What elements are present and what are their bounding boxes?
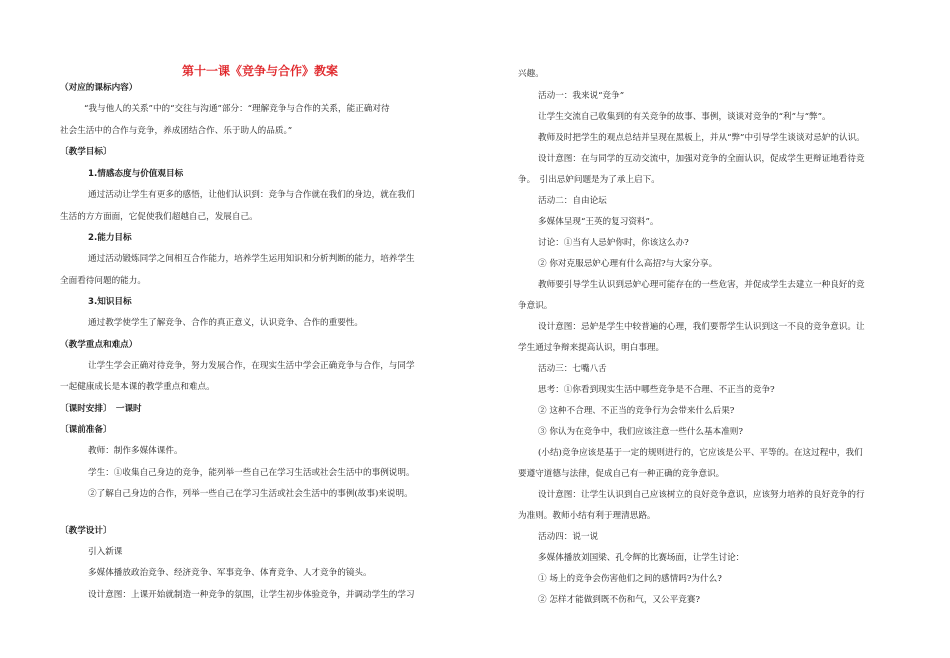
page-title: 第十一课《竞争与合作》教案 [181, 64, 338, 78]
left-line: 通过教学使学生了解竞争、合作的真正意义，认识竞争、合作的重要性。 [88, 318, 364, 328]
right-line: 讨论：①当有人忌妒你时，你该这么办? [538, 238, 689, 248]
right-line: 活动四：说一说 [538, 532, 599, 542]
left-line: 〔课前准备〕 [60, 425, 112, 435]
left-line: “我与他人的关系”中的“交往与沟通”部分：“理解竞争与合作的关系，能正确对待 [84, 104, 390, 114]
right-line: 设计意图：让学生认识到自己应该树立的良好竞争意识，应该努力培养的良好竞争的行 [538, 490, 865, 500]
right-line: 思考：①你看到现实生活中哪些竞争是不合理、不正当的竞争? [538, 385, 775, 395]
left-line: 一起健康成长是本课的教学重点和难点。 [60, 382, 215, 392]
right-line: 让学生交流自己收集到的有关竞争的故事、事例，谈谈对竞争的“利”与“弊”。 [538, 112, 831, 122]
left-line: 多媒体播放政治竞争、经济竞争、军事竞争、体育竞争、人才竞争的镜头。 [88, 568, 372, 578]
right-line: 设计意图：在与同学的互动交流中，加强对竞争的全面认识，促成学生更辩证地看待竞 [538, 154, 865, 164]
left-line: 〔教学设计〕 [60, 526, 112, 536]
left-line: 设计意图：上课开始就制造一种竞争的氛围，让学生初步体验竞争，并调动学生的学习 [88, 590, 415, 600]
left-line: 社会生活中的合作与竞争，养成团结合作、乐于助人的品质。” [60, 126, 293, 136]
right-line: 争。 引出忌妒问题是为了承上启下。 [518, 175, 660, 185]
right-line: 活动一：我来说“竞争” [538, 91, 625, 101]
left-line: （对应的课标内容） [60, 83, 138, 93]
left-line: 〔课时安排〕 一课时 [60, 404, 142, 414]
left-line: 学生：①收集自己身边的竞争，能列举一些自己在学习生活或社会生活中的事例说明。 [88, 468, 415, 478]
right-line: 教师要引导学生认识到忌妒心理可能存在的一些危害，并促成学生去建立一种良好的竞 [538, 280, 865, 290]
left-line: 全面看待问题的能力。 [60, 276, 146, 286]
right-line: 教师及时把学生的观点总结并呈现在黑板上，并从“弊”中引导学生谈谈对忌妒的认识。 [538, 133, 865, 143]
right-line: ② 怎样才能做到既不伤和气，又公平竞赛? [538, 595, 701, 605]
right-line: 活动三：七嘴八舌 [538, 364, 607, 374]
right-line: 争意识。 [518, 301, 553, 311]
left-line: 教师：制作多媒体课件。 [88, 446, 183, 456]
left-line: 2.能力目标 [88, 233, 132, 243]
right-line: ③ 你认为在竞争中，我们应该注意一些什么基本准则? [538, 427, 743, 437]
right-line: 设计意图：忌妒是学生中较普遍的心理，我们要帮学生认识到这一不良的竞争意识。让 [538, 322, 865, 332]
left-line: 〔教学目标〕 [60, 147, 112, 157]
right-line: 多媒体呈现“王英的复习资料”。 [538, 217, 659, 227]
left-line: 通过活动锻炼同学之间相互合作能力，培养学生运用知识和分析判断的能力，培养学生 [88, 254, 415, 264]
left-line: （教学重点和难点） [60, 340, 138, 350]
right-line: (小结)竞争应该是基于一定的规则进行的，它应该是公平、平等的。在这过程中，我们 [538, 448, 863, 458]
right-line: 学生通过争辩来提高认识，明白事理。 [518, 343, 665, 353]
right-line: ① 场上的竞争会伤害他们之间的感情吗?为什么? [538, 574, 722, 584]
right-line: 兴趣。 [518, 69, 544, 79]
left-line: 3.知识目标 [88, 297, 132, 307]
left-line: 生活的方方面面，它促使我们超越自己，发展自己。 [60, 212, 258, 222]
left-line: ②了解自己身边的合作，列举一些自己在学习生活或社会生活中的事例(故事)来说明。 [88, 489, 413, 499]
right-line: 为准则。教师小结有利于理清思路。 [518, 511, 656, 521]
right-line: 活动二：自由论坛 [538, 196, 607, 206]
left-line: 1.情感态度与价值观目标 [88, 169, 184, 179]
right-line: 多媒体播放刘国梁、孔令辉的比赛场面，让学生讨论： [538, 553, 745, 563]
right-line: ② 这种不合理、不正当的竞争行为会带来什么后果? [538, 406, 735, 416]
right-line: 要遵守道德与法律，促成自己有一种正确的竞争意识。 [518, 469, 725, 479]
left-line: 引入新课 [88, 547, 123, 557]
right-line: ② 你对克服忌妒心理有什么高招?与大家分享。 [538, 259, 718, 269]
left-line: 通过活动让学生有更多的感悟，让他们认识到：竞争与合作就在我们的身边，就在我们 [88, 190, 415, 200]
left-line: 让学生学会正确对待竞争，努力发展合作，在现实生活中学会正确竞争与合作，与同学 [88, 361, 415, 371]
